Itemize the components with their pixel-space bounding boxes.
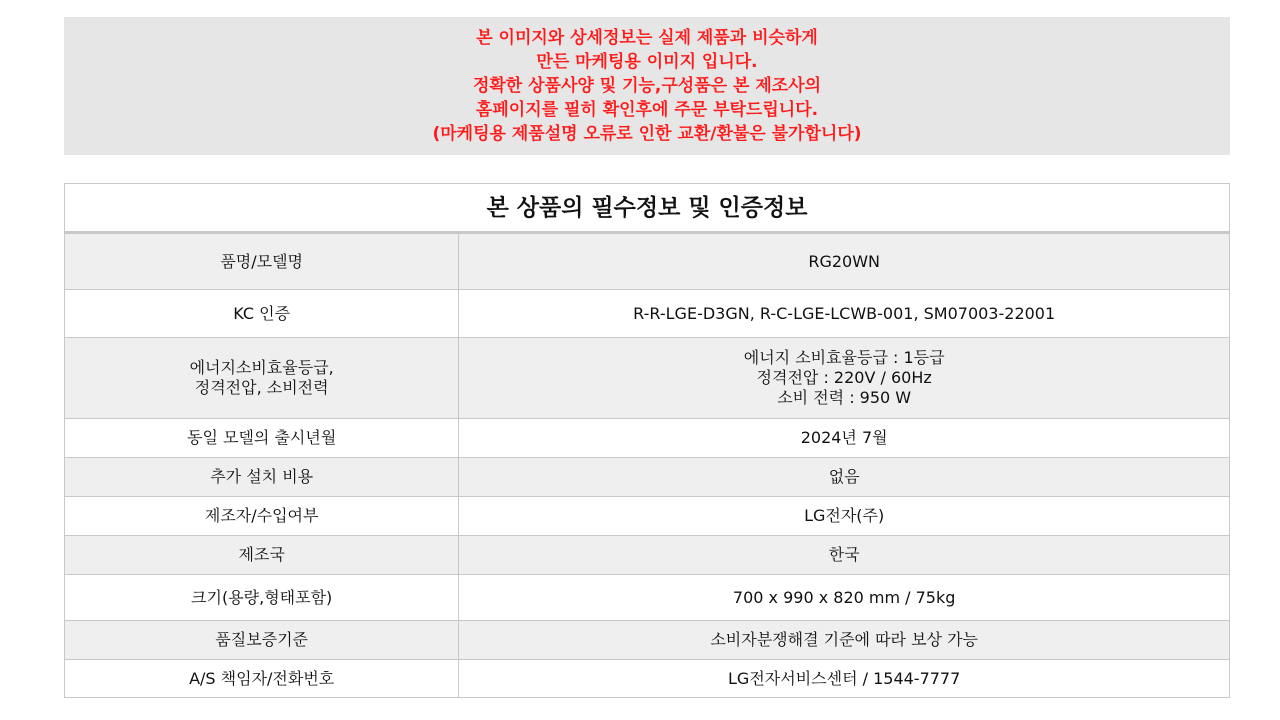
row-value: R-R-LGE-D3GN, R-C-LGE-LCWB-001, SM07003-22001	[459, 290, 1230, 338]
row-value: RG20WN	[459, 233, 1230, 290]
row-value: LG전자(주)	[459, 497, 1230, 536]
table-title: 본 상품의 필수정보 및 인증정보	[65, 184, 1230, 233]
notice-line: 홈페이지를 필히 확인후에 주문 부탁드립니다.	[475, 100, 819, 120]
notice-line: 본 이미지와 상세정보는 실제 제품과 비슷하게	[476, 28, 818, 48]
product-info-table	[64, 183, 1230, 698]
row-label: KC 인증	[65, 290, 459, 338]
notice-line: 정확한 상품사양 및 기능,구성품은 본 제조사의	[472, 76, 822, 96]
notice-line: (마케팅용 제품설명 오류로 인한 교환/환불은 불가합니다)	[432, 124, 862, 144]
row-value: 소비자분쟁해결 기준에 따라 보상 가능	[459, 621, 1230, 660]
table-row-country	[65, 536, 1230, 575]
table-row-warranty	[65, 621, 1230, 660]
row-label: 추가 설치 비용	[65, 458, 459, 497]
table-row-as-contact	[65, 660, 1230, 698]
table-row-manufacturer	[65, 497, 1230, 536]
marketing-notice-banner	[64, 17, 1230, 155]
row-label: 제조국	[65, 536, 459, 575]
row-label: A/S 책임자/전화번호	[65, 660, 459, 698]
row-value: 2024년 7월	[459, 419, 1230, 458]
table-row-model	[65, 233, 1230, 290]
notice-line: 만든 마케팅용 이미지 입니다.	[536, 52, 758, 72]
table-row-install-cost	[65, 458, 1230, 497]
table-row-energy	[65, 338, 1230, 419]
row-value: 한국	[459, 536, 1230, 575]
row-value: 없음	[459, 458, 1230, 497]
table-title-row	[65, 184, 1230, 233]
table-row-release	[65, 419, 1230, 458]
row-label: 품명/모델명	[65, 233, 459, 290]
row-label: 에너지소비효율등급, 정격전압, 소비전력	[65, 338, 459, 419]
row-value: LG전자서비스센터 / 1544-7777	[459, 660, 1230, 698]
row-label: 크기(용량,형태포함)	[65, 575, 459, 621]
table-row-size	[65, 575, 1230, 621]
table-row-kc	[65, 290, 1230, 338]
row-label: 동일 모델의 출시년월	[65, 419, 459, 458]
row-value: 700 x 990 x 820 mm / 75kg	[459, 575, 1230, 621]
row-value: 에너지 소비효율등급 : 1등급 정격전압 : 220V / 60Hz 소비 전력 : 950 W	[459, 338, 1230, 419]
row-label: 제조자/수입여부	[65, 497, 459, 536]
row-label: 품질보증기준	[65, 621, 459, 660]
